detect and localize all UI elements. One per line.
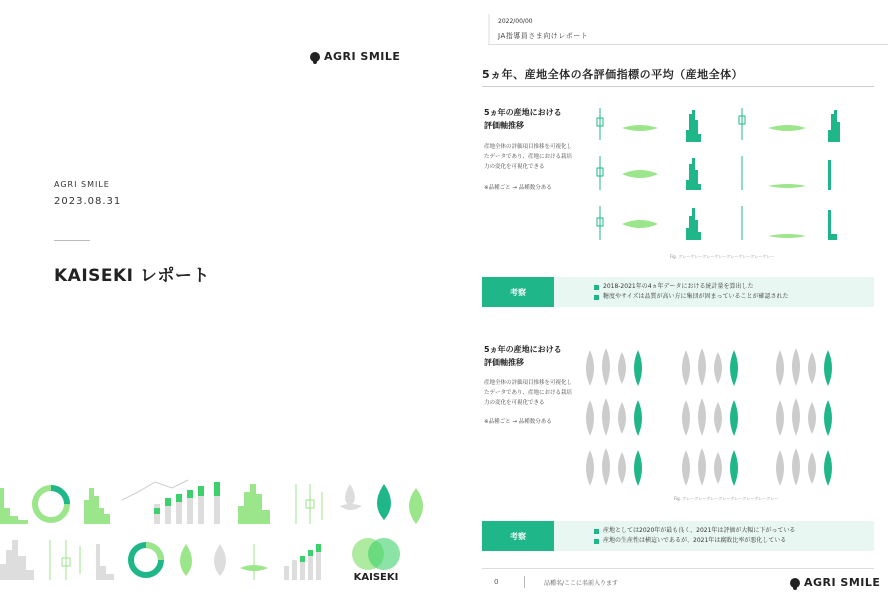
- violin-cell: [622, 125, 658, 131]
- discussion-label: 考察: [482, 277, 554, 307]
- histogram-cell: [686, 208, 701, 240]
- bullet-icon: [594, 539, 599, 544]
- violin-row: [586, 348, 832, 386]
- header-divider: [488, 44, 888, 45]
- discussion-item: 産地の生産性は横這いであるが、2021年は腐敗比率が悪化している: [594, 536, 795, 546]
- violin-cell: [768, 125, 806, 131]
- cover-date: 2023.08.31: [54, 196, 122, 207]
- report-page: [444, 0, 888, 604]
- section-2-note: ※品種ごと → 品種数分ある: [484, 419, 552, 425]
- histogram-cell: [828, 160, 831, 190]
- boxplot-cell: [739, 108, 745, 140]
- histogram-cell: [686, 158, 701, 190]
- cover-divider: [54, 240, 90, 241]
- violin-decoration-2: [180, 544, 268, 580]
- boxplot-cell: [597, 206, 603, 240]
- report-title: 5ヵ年、産地全体の各評価指標の平均（産地全体）: [482, 68, 744, 81]
- violin-decoration: [340, 484, 423, 524]
- discussion-label: 考察: [482, 521, 554, 551]
- section-2-heading: 5ヵ年の産地における 評価軸推移: [484, 345, 562, 367]
- cover-title: KAISEKI レポート: [54, 266, 210, 286]
- brand-name: AGRI SMILE: [324, 50, 401, 63]
- discussion-item: 糖度やサイズは品質が高い方に集団が固まっていることが確認された: [594, 292, 789, 302]
- bullet-icon: [594, 529, 599, 534]
- histogram-decoration-1: [0, 488, 28, 524]
- leaf-logo-icon: [310, 52, 320, 62]
- discussion-item: 産地としては2020年が最も良く、2021年は評価が大幅に下がっている: [594, 526, 795, 536]
- header-bar: [488, 14, 490, 44]
- title-divider: [482, 86, 874, 87]
- boxplot-cell: [597, 108, 603, 140]
- cover-organization: AGRI SMILE: [54, 180, 110, 189]
- histogram-cell: [828, 110, 840, 142]
- section-1-caption: Fig. グレーグレーグレーグレーグレーグレーグレーグレー: [670, 254, 775, 259]
- leaf-logo-icon: [790, 578, 800, 588]
- section-1-discussion: [482, 277, 874, 307]
- boxplot-decoration-2: [50, 540, 80, 580]
- histogram-decoration-4: [0, 540, 34, 580]
- section-2-caption: Fig. グレーグレーグレーグレーグレーグレーグレーグレー: [674, 496, 779, 501]
- section-2-body: 産地全体の評価項目推移を可視化したデータであり、産地における栽培力の変化を可視化できる: [484, 380, 573, 406]
- decorative-chart-collage: [0, 470, 444, 604]
- section-1-chart-grid: [592, 100, 874, 250]
- violin-cell: [768, 184, 806, 188]
- violin-cell: [622, 220, 658, 228]
- section-1-body: 産地全体の評価項目推移を可視化したデータであり、産地における栽培力の変化を可視化できる: [484, 144, 573, 170]
- section-1-heading: 5ヵ年の産地における 評価軸推移: [484, 108, 562, 130]
- bullet-icon: [594, 295, 599, 300]
- discussion-item: 2018-2021年の4ヵ年データにおける統計量を算出した: [594, 282, 789, 292]
- bar-decoration-2: [284, 544, 321, 580]
- bullet-icon: [594, 285, 599, 290]
- report-subtitle: JA指導員さま向けレポート: [498, 32, 589, 40]
- histogram-cell: [828, 210, 837, 240]
- footer-variety-name: 品種名/ここに名前入ります: [544, 580, 619, 587]
- boxplot-cell: [597, 156, 603, 190]
- footer-separator: [524, 576, 525, 588]
- violin-cell: [622, 170, 658, 178]
- kaiseki-logo: [352, 538, 400, 583]
- agri-smile-logo: [310, 50, 400, 63]
- histogram-decoration-3: [238, 484, 270, 524]
- svg-text:KAISEKI: KAISEKI: [353, 572, 399, 583]
- boxplot-decoration: [296, 484, 322, 524]
- report-date: 2022/00/00: [498, 18, 533, 25]
- footer-divider: [482, 568, 874, 569]
- histogram-decoration-5: [96, 544, 114, 580]
- histogram-cell: [686, 110, 701, 142]
- section-2-discussion: [482, 521, 874, 551]
- histogram-decoration-2: [84, 488, 110, 524]
- violin-row: [586, 398, 832, 436]
- section-2-chart-grid: [582, 340, 872, 490]
- bar-line-decoration: [122, 480, 220, 524]
- violin-cell: [768, 234, 806, 238]
- page-number: 0: [494, 578, 499, 586]
- section-1-note: ※品種ごと → 品種数分ある: [484, 185, 552, 191]
- violin-row: [586, 448, 832, 486]
- footer-logo: AGRI SMILE: [790, 576, 880, 589]
